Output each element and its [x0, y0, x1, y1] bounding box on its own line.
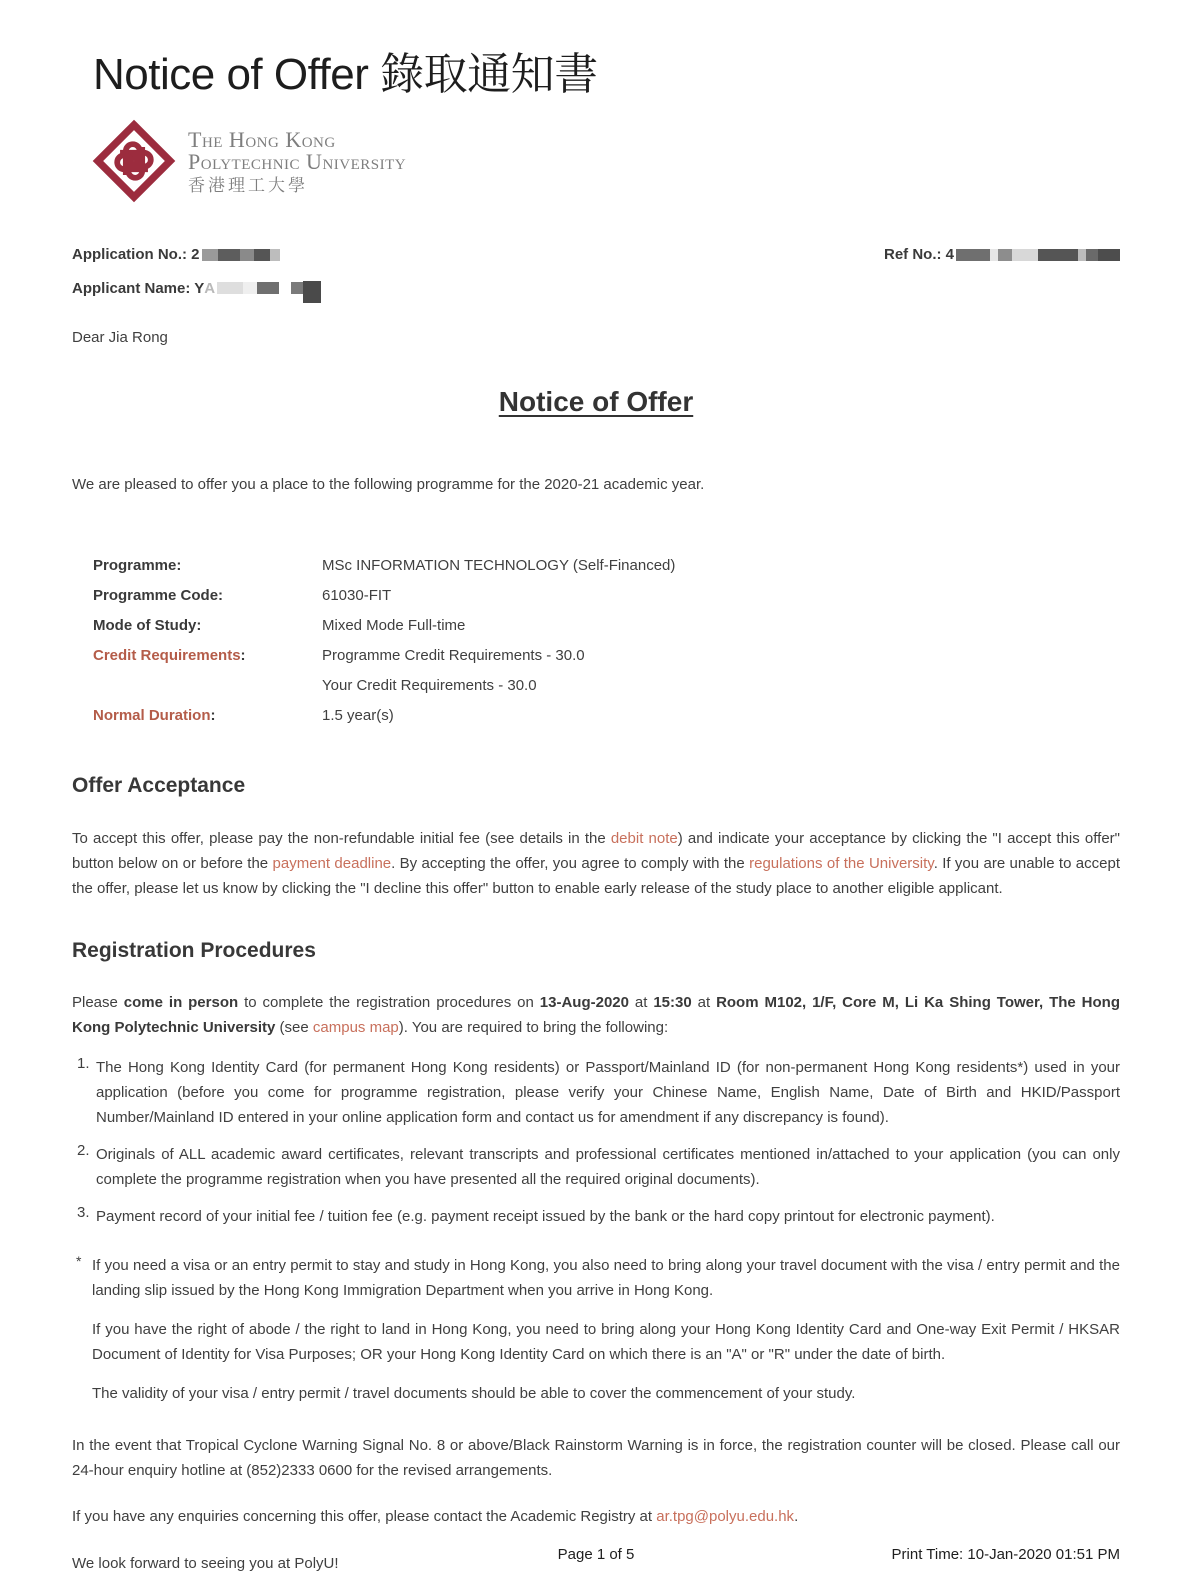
text-segment: Please: [72, 994, 124, 1011]
text-segment: ). You are required to bring the following:: [398, 1019, 669, 1036]
registration-intro-paragraph: [72, 990, 1120, 1040]
enquiry-paragraph: [72, 1504, 1120, 1529]
text-segment: .: [794, 1508, 799, 1525]
university-name-line2: Polytechnic University: [188, 148, 407, 174]
programme-label: Programme: [93, 557, 177, 574]
list-item-number: 2.: [77, 1142, 90, 1159]
text-segment: If you have any enquiries concerning this offer, please contact the Academic Registry at: [72, 1508, 657, 1525]
credit-requirements-label: Credit Requirements: [93, 647, 241, 664]
application-meta: [72, 246, 1120, 303]
text-segment: at: [691, 994, 717, 1011]
text-segment: (see: [275, 1019, 313, 1036]
credit-requirements-value-1: Programme Credit Requirements - 30.0: [322, 647, 585, 664]
print-time: Print Time: 10-Jan-2020 01:51 PM: [891, 1546, 1120, 1563]
programme-details-table: [93, 557, 1120, 724]
text-segment: ) and indicate your acceptance by clicking the "I accept this offer" button below on or before the: [72, 830, 1120, 872]
table-row: Credit Requirements: Programme Credit Requirements - 30.0 Your Credit Requirements - 30.0: [93, 647, 1120, 694]
applicant-name-partial: A: [204, 279, 216, 297]
normal-duration-value: 1.5 year(s): [322, 707, 394, 724]
text-segment: Room M102, 1/F, Core M, Li Ka Shing Tower, The Hong Kong Polytechnic University: [72, 994, 1120, 1036]
inline-link[interactable]: regulations of the University: [749, 855, 934, 872]
list-item-number: 1.: [77, 1055, 90, 1072]
text-segment: to complete the registration procedures on: [238, 994, 540, 1011]
list-item: [72, 1055, 1120, 1130]
text-segment: . By accepting the offer, you agree to comply with the: [391, 855, 750, 872]
programme-value: MSc INFORMATION TECHNOLOGY (Self-Financed): [322, 557, 676, 574]
table-row: Normal Duration: 1.5 year(s): [93, 707, 1120, 724]
footnote-text: If you have the right of abode / the right to land in Hong Kong, you need to bring along your Hong Kong Identity Card and One-way Exit Permit / HKSAR Document of Identity for Visa Purposes; OR your Hong Kong Identity Card on which there is an "A" or "R" under the date of birth.: [92, 1321, 1120, 1363]
footnote: [72, 1381, 1120, 1406]
list-item-text: Payment record of your initial fee / tuition fee (e.g. payment receipt issued by the bank or the hard copy printout for electronic payment).: [96, 1208, 995, 1225]
inline-link[interactable]: campus map: [312, 1019, 399, 1036]
application-no-label: Application No.: 2: [72, 246, 200, 263]
footnote: [72, 1253, 1120, 1303]
list-item-number: 3.: [77, 1204, 90, 1221]
applicant-name-label: Applicant Name: Y: [72, 279, 205, 297]
table-row: Mode of Study: Mixed Mode Full-time: [93, 617, 1120, 634]
redacted-ref-no: [956, 249, 1120, 261]
inline-link[interactable]: debit note: [610, 830, 678, 847]
list-item: [72, 1204, 1120, 1229]
text-segment: at: [628, 994, 654, 1011]
text-segment: To accept this offer, please pay the non-refundable initial fee (see details in the: [72, 830, 611, 847]
ref-no-label: Ref No.: 4: [883, 246, 954, 263]
programme-code-value: 61030-FIT: [322, 587, 392, 604]
inline-link[interactable]: ar.tpg@polyu.edu.hk: [656, 1508, 795, 1525]
offer-acceptance-heading: Offer Acceptance: [72, 774, 246, 797]
page-number: Page 1 of 5: [557, 1546, 635, 1563]
mode-of-study-label: Mode of Study: [93, 617, 197, 634]
registration-items-list: [72, 1055, 1120, 1229]
footnote: [72, 1317, 1120, 1367]
inline-link[interactable]: payment deadline: [272, 855, 392, 872]
asterisk-marker: *: [76, 1253, 82, 1269]
redacted-application-no: [202, 249, 280, 261]
list-item: [72, 1142, 1120, 1192]
university-name: [188, 126, 407, 195]
text-segment: 15:30: [653, 994, 692, 1011]
cyclone-warning-paragraph: In the event that Tropical Cyclone Warning Signal No. 8 or above/Black Rainstorm Warning is in force, the registration counter will be closed. Please call our 24-hour enquiry hotline at (852)2333 0600 for the revised arrangements.: [72, 1437, 1120, 1479]
notice-of-offer-page: [0, 38, 1192, 1576]
closing-paragraph: We look forward to seeing you at PolyU!: [72, 1555, 339, 1572]
text-segment: come in person: [123, 994, 239, 1011]
table-row: Programme: MSc INFORMATION TECHNOLOGY (Self-Financed): [93, 557, 1120, 574]
letter-title: Notice of Offer: [498, 386, 694, 417]
university-name-line1: The Hong Kong: [188, 126, 336, 152]
university-logo-block: [93, 120, 1120, 202]
offer-acceptance-paragraph: [72, 826, 1120, 901]
registration-procedures-heading: Registration Procedures: [72, 939, 316, 962]
list-item-text: The Hong Kong Identity Card (for permanent Hong Kong residents) or Passport/Mainland ID (for non-permanent Hong Kong residents*) used in your application (before you come for programme registration, please verify your Chinese Name, English Name, Date of Birth and HKID/Passport Number/Mainland ID entered in your online application form and contact us for amendment if any discrepancy is found).: [96, 1059, 1120, 1126]
salutation: Dear Jia Rong: [72, 329, 168, 346]
credit-requirements-value-2: Your Credit Requirements - 30.0: [322, 677, 537, 694]
intro-paragraph: We are pleased to offer you a place to the following programme for the 2020-21 academic year.: [72, 476, 705, 493]
university-name-chinese: 香港理工大學: [188, 175, 308, 195]
redacted-applicant-name: [217, 273, 321, 303]
footnote-text: If you need a visa or an entry permit to stay and study in Hong Kong, you also need to bring along your travel document with the visa / entry permit and the landing slip issued by the Hong Kong Immigration Department when you arrive in Hong Kong.: [92, 1257, 1120, 1299]
programme-code-label: Programme Code: [93, 587, 219, 604]
footnote-text: The validity of your visa / entry permit / travel documents should be able to cover the commencement of your study.: [92, 1385, 856, 1402]
document-masthead-title: Notice of Offer 錄取通知書: [93, 50, 598, 99]
visa-footnotes: [72, 1253, 1120, 1406]
normal-duration-label: Normal Duration: [93, 707, 211, 724]
table-row: Programme Code: 61030-FIT: [93, 587, 1120, 604]
polyu-logo-icon: [93, 120, 175, 202]
mode-of-study-value: Mixed Mode Full-time: [322, 617, 466, 634]
text-segment: 13-Aug-2020: [539, 994, 629, 1011]
text-segment: . If you are unable to accept the offer, please let us know by clicking the "I decline this offer" button to enable early release of the study place to another eligible applicant.: [72, 855, 1121, 897]
list-item-text: Originals of ALL academic award certificates, relevant transcripts and professional certificates mentioned in/attached to your application (you can only complete the programme registration when you have presented all the required original documents).: [96, 1146, 1120, 1188]
page-footer: [0, 1546, 1192, 1566]
